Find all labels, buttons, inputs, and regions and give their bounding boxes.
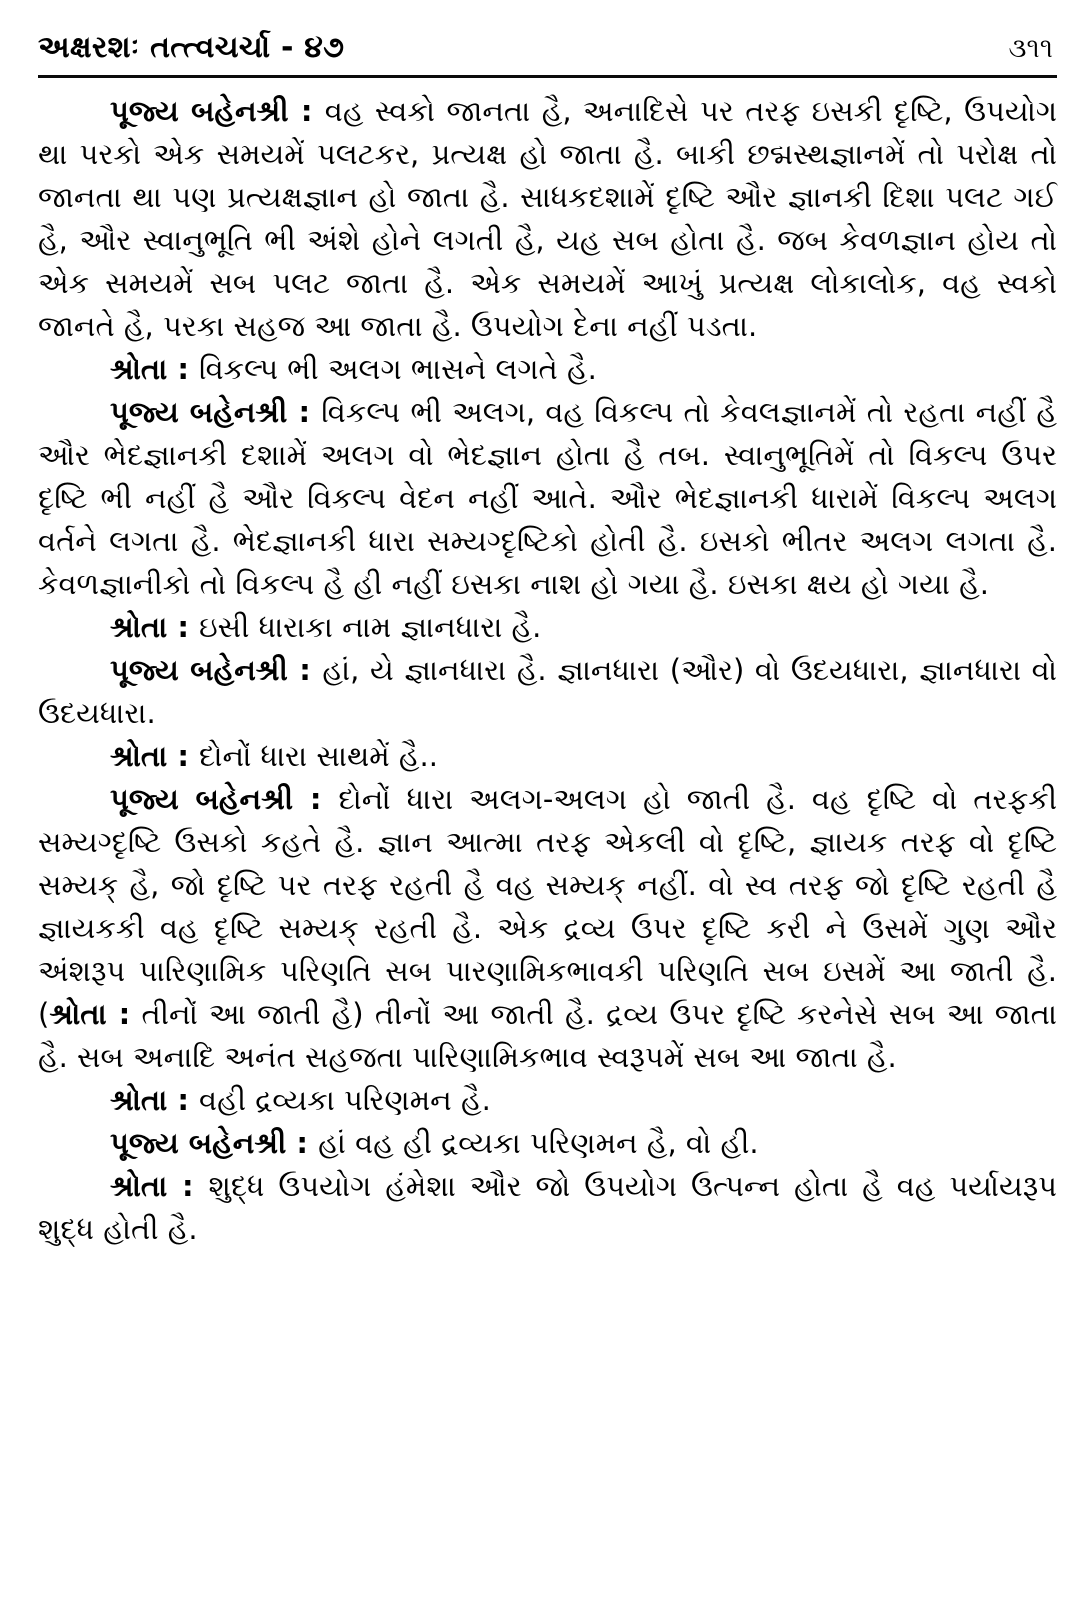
paragraph [38, 606, 1057, 649]
speaker-label: પૂજ્ય બહેનશ્રી : [110, 395, 322, 429]
paragraph [38, 649, 1057, 735]
paragraph-text: હાં, યે જ્ઞાનધારા હૈ. જ્ઞાનધારા (ઔર) વો ઉદયધારા, જ્ઞાનધારા વો ઉદયધારા. [38, 653, 1058, 730]
speaker-label: શ્રોતા : [110, 352, 200, 386]
paragraph-text: વહ સ્વકો જાનતા હૈ, અનાદિસે પર તરફ ઇસકી દૃષ્ટિ, ઉપયોગ થા પરકો એક સમયમેં પલટકર, પ્રત્યક્ષ હો જાતા હૈ. બાકી છદ્મસ્થજ્ઞાનમેં તો પરોક્ષ તો જાનતા થા પણ પ્રત્યક્ષજ્ઞાન હો જાતા હૈ. સાધકદશામેં દૃષ્ટિ ઔર જ્ઞાનકી દિશા પલટ ગઈ હૈ, ઔર સ્વાનુભૂતિ ભી અંશે હોને લગતી હૈ, યહ સબ હોતા હૈ. જબ કેવળજ્ઞાન હોય તો એક સમયમેં સબ પલટ જાતા હૈ. એક સમયમેં આખું પ્રત્યક્ષ લોકાલોક, વહ સ્વકો જાનતે હૈ, પરકા સહજ આ જાતા હૈ. ઉપયોગ દેના નહીં પડતા. [38, 94, 1057, 343]
speaker-label: શ્રોતા : [110, 1169, 209, 1203]
paragraph [38, 90, 1057, 348]
paragraph [38, 778, 1057, 1079]
speaker-label: પૂજ્ય બહેનશ્રી : [110, 94, 325, 128]
paragraph-text: દોનોં ધારા અલગ-અલગ હો જાતી હૈ. વહ દૃષ્ટિ વો તરફકી સમ્યગ્દૃષ્ટિ ઉસકો કહતે હૈ. જ્ઞાન આત્મા તરફ એકલી વો દૃષ્ટિ, જ્ઞાયક તરફ વો દૃષ્ટિ સમ્યક્ હૈ, જો દૃષ્ટિ પર તરફ રહતી હૈ વહ સમ્યક્ નહીં. વો સ્વ તરફ જો દૃષ્ટિ રહતી હૈ જ્ઞાયકકી વહ દૃષ્ટિ સમ્યક્ રહતી હૈ. એક દ્રવ્ય ઉપર દૃષ્ટિ કરી ને ઉસમેં ગુણ ઔર અંશરૂપ પારિણામિક પરિણતિ સબ પારણામિકભાવકી પરિણતિ સબ ઇસમેં આ જાતી હૈ. ( [38, 782, 1057, 1031]
paragraph-text: હાં વહ હી દ્રવ્યકા પરિણમન હૈ, વો હી. [318, 1126, 759, 1160]
speaker-label: પૂજ્ય બહેનશ્રી : [110, 653, 323, 687]
paragraph-text: વિકલ્પ ભી અલગ, વહ વિકલ્પ તો કેવલજ્ઞાનમેં તો રહતા નહીં હૈ ઔર ભેદજ્ઞાનકી દશામેં અલગ વો ભેદજ્ઞાન હોતા હૈ તબ. સ્વાનુભૂતિમેં તો વિકલ્પ ઉપર દૃષ્ટિ ભી નહીં હૈ ઔર વિકલ્પ વેદન નહીં આતે. ઔર ભેદજ્ઞાનકી ધારામેં વિકલ્પ અલગ વર્તને લગતા હૈ. ભેદજ્ઞાનકી ધારા સમ્યગ્દૃષ્ટિકો હોતી હૈ. ઇસકો ભીતર અલગ લગતા હૈ. કેવળજ્ઞાનીકો તો વિકલ્પ હૈ હી નહીં ઇસકા નાશ હો ગયા હૈ. ઇસકા ક્ષય હો ગયા હૈ. [38, 395, 1058, 601]
paragraph-text: તીનોં આ જાતી હૈ) તીનોં આ જાતી હૈ. દ્રવ્ય ઉપર દૃષ્ટિ કરનેસે સબ આ જાતા હૈ. સબ અનાદિ અનંત સહજતા પારિણામિકભાવ સ્વરૂપમેં સબ આ જાતા હૈ. [38, 997, 1057, 1074]
speaker-label: શ્રોતા : [110, 739, 200, 773]
page-title: અક્ષરશઃ તત્ત્વચર્ચા - ૪૭ [38, 30, 345, 65]
paragraph-text: શુદ્ધ ઉપયોગ હંમેશા ઔર જો ઉપયોગ ઉત્પન્ન હોતા હૈ વહ પર્યાયરૂપ શુદ્ધ હોતી હૈ. [38, 1169, 1057, 1246]
page-number: ૩૧૧ [1008, 33, 1053, 64]
page-header [38, 30, 1057, 78]
paragraph-text: વહી દ્રવ્યકા પરિણમન હૈ. [199, 1083, 491, 1117]
paragraph-text: ઇસી ધારાકા નામ જ્ઞાનધારા હૈ. [199, 610, 542, 644]
paragraph-text: દોનોં ધારા સાથમેં હૈ.. [199, 739, 438, 773]
dialogue-content [38, 90, 1057, 1251]
paragraph [38, 1079, 1057, 1122]
speaker-label: પૂજ્ય બહેનશ્રી : [110, 1126, 319, 1160]
speaker-label: પૂજ્ય બહેનશ્રી : [110, 782, 339, 816]
speaker-label: શ્રોતા : [110, 1083, 200, 1117]
paragraph [38, 348, 1057, 391]
speaker-label: શ્રોતા : [110, 610, 200, 644]
paragraph [38, 735, 1057, 778]
paragraph [38, 1122, 1057, 1165]
paragraph-text: વિકલ્પ ભી અલગ ભાસને લગતે હૈ. [199, 352, 597, 386]
paragraph [38, 1165, 1057, 1251]
inline-speaker-label: શ્રોતા : [49, 997, 131, 1031]
paragraph [38, 391, 1057, 606]
